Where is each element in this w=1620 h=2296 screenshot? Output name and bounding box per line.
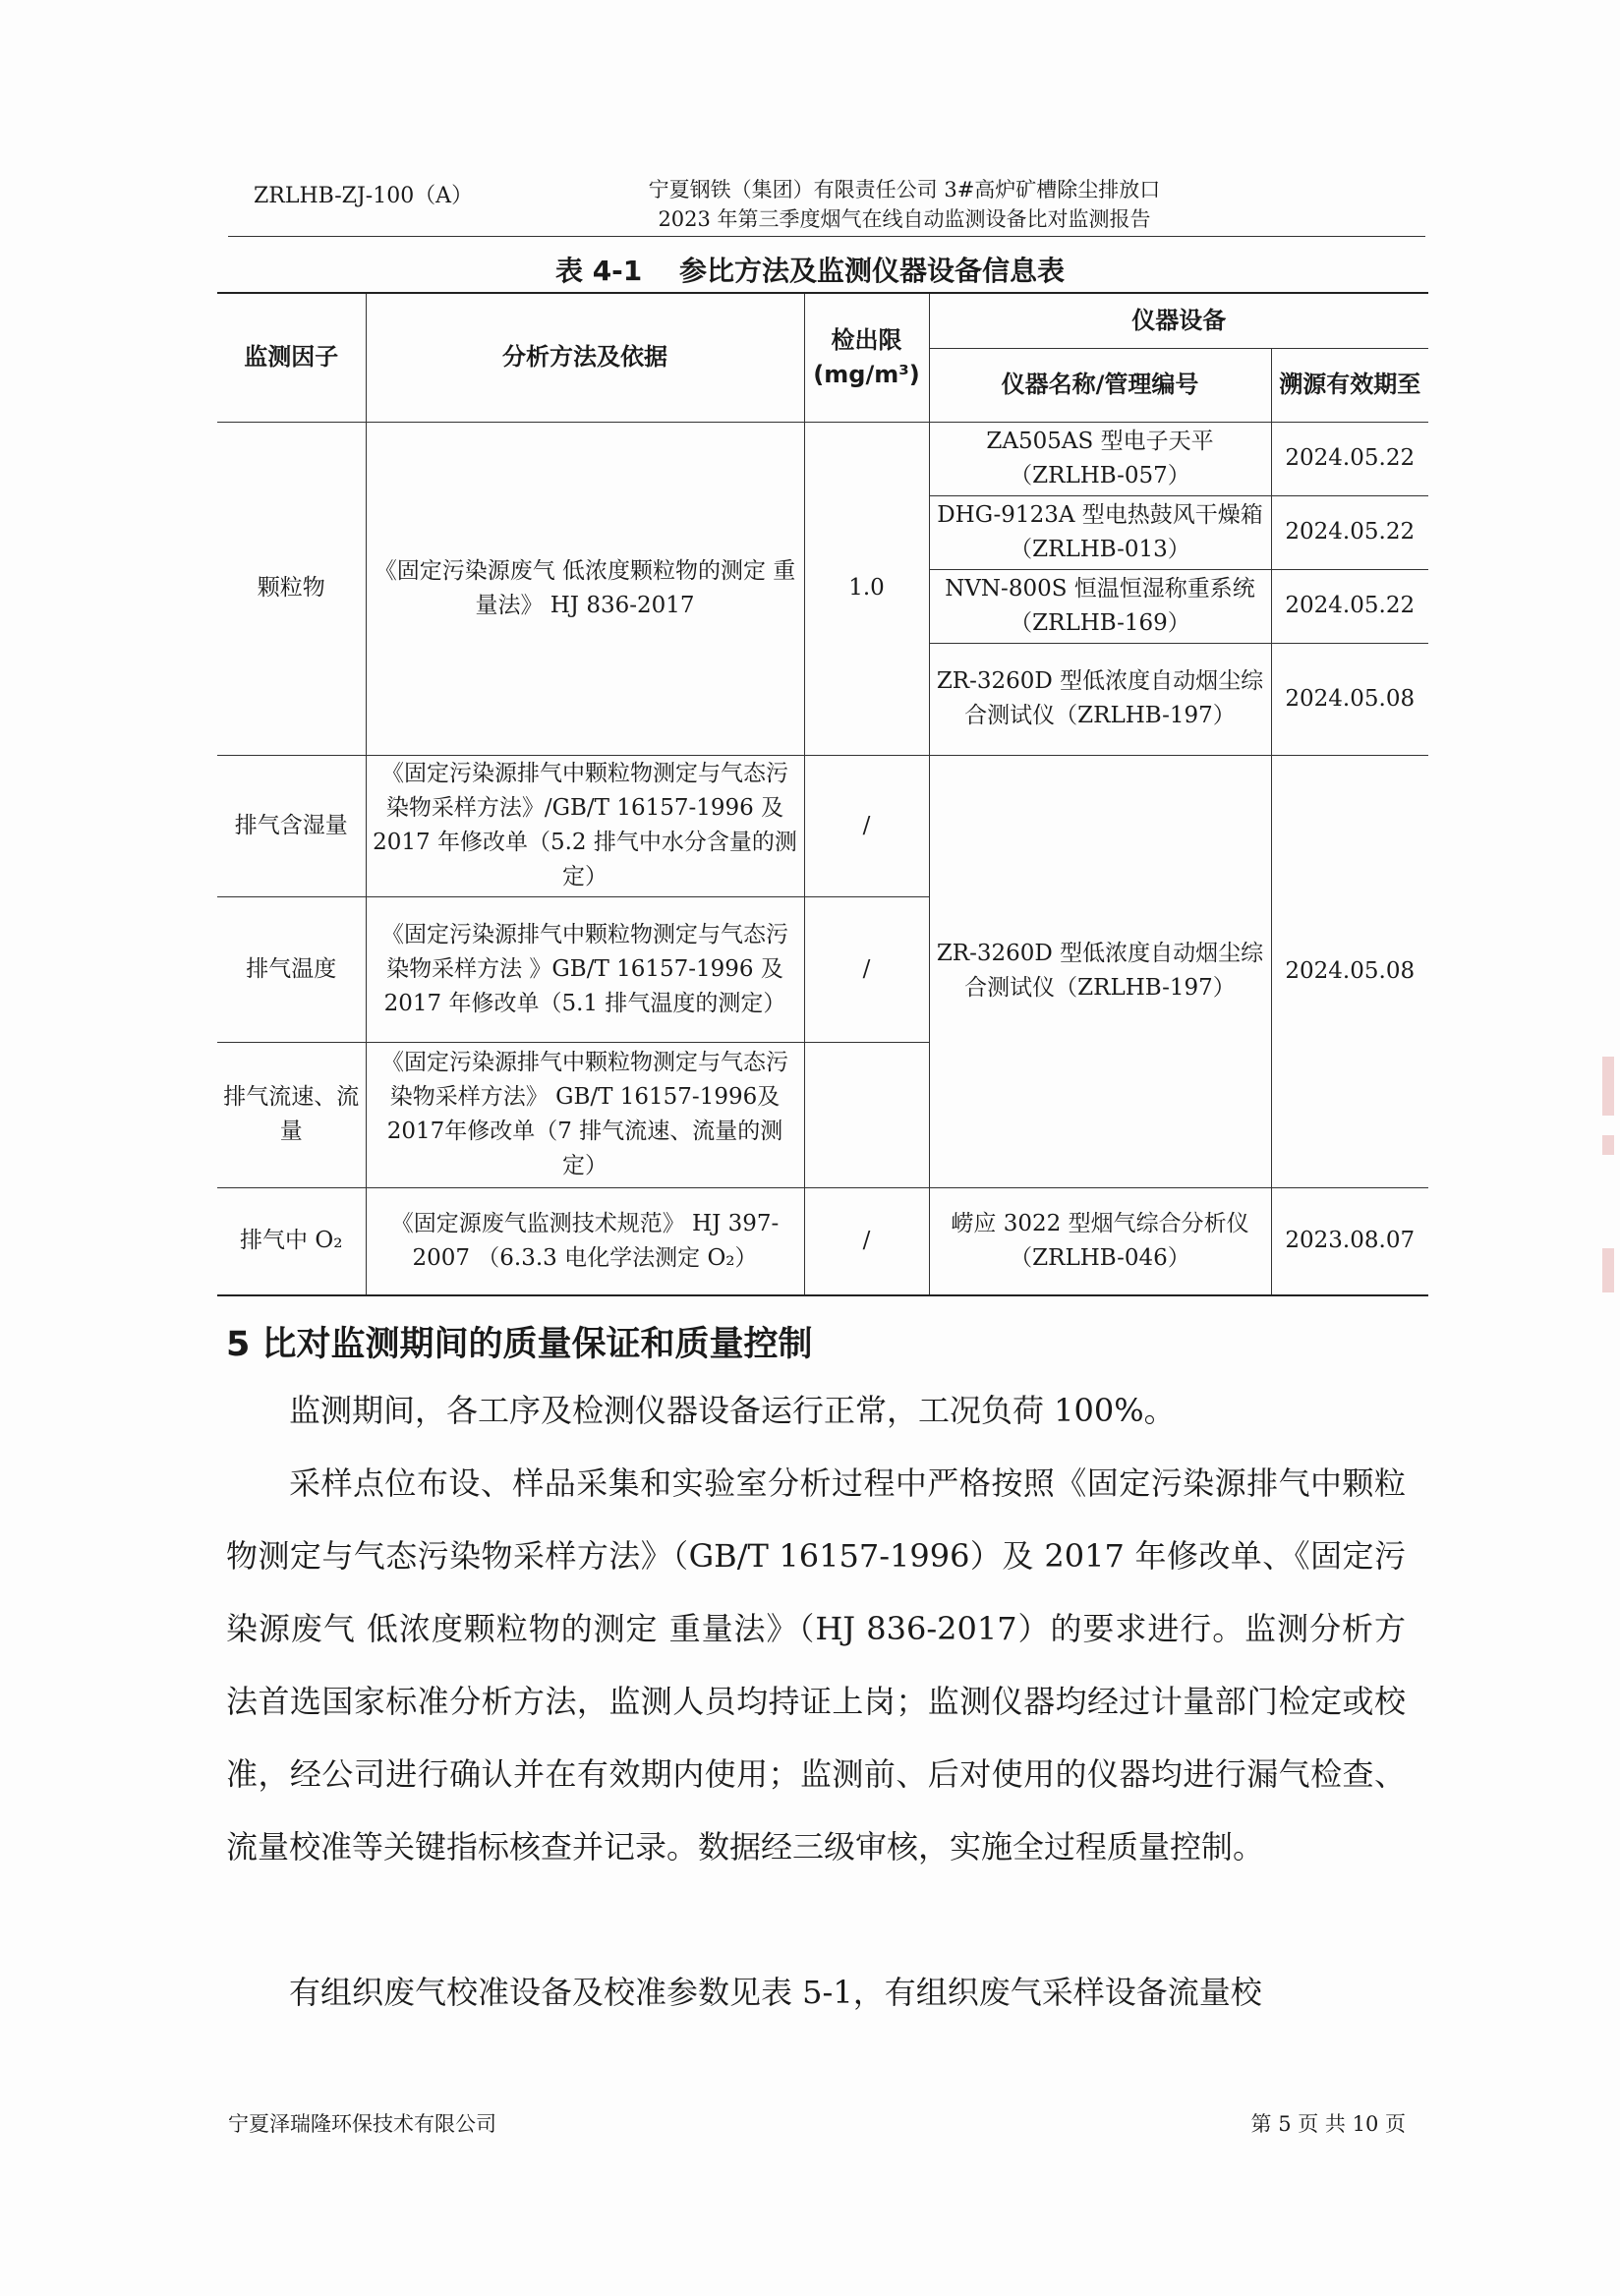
factor-particulate: 颗粒物 <box>217 422 366 755</box>
header-factor: 监测因子 <box>217 293 366 422</box>
method-oxygen: 《固定源废气监测技术规范》 HJ 397-2007 （6.3.3 电化学法测定 O₂） <box>366 1187 804 1295</box>
instrument-name: NVN-800S 恒温恒湿称重系统（ZRLHB-169） <box>929 569 1271 643</box>
method-particulate: 《固定污染源废气 低浓度颗粒物的测定 重量法》 HJ 836-2017 <box>366 422 804 755</box>
instrument-name: ZR-3260D 型低浓度自动烟尘综合测试仪（ZRLHB-197） <box>929 643 1271 755</box>
report-header-title <box>550 175 1258 234</box>
limit-particulate: 1.0 <box>804 422 929 755</box>
instrument-valid: 2024.05.22 <box>1271 495 1428 569</box>
instrument-valid: 2024.05.22 <box>1271 569 1428 643</box>
factor-moisture: 排气含湿量 <box>217 755 366 896</box>
header-instrument-name: 仪器名称/管理编号 <box>929 348 1271 422</box>
section-title: 5 比对监测期间的质量保证和质量控制 <box>226 1325 813 1364</box>
shared-instrument-valid: 2024.05.08 <box>1271 755 1428 1187</box>
instrument-valid: 2024.05.22 <box>1271 422 1428 495</box>
limit-flow <box>804 1042 929 1187</box>
header-rule <box>228 236 1425 237</box>
header-limit: 检出限(mg/m³) <box>804 293 929 422</box>
limit-temperature: / <box>804 896 929 1042</box>
method-flow: 《固定污染源排气中颗粒物测定与气态污染物采样方法》 GB/T 16157-1996及2017年修改单（7 排气流速、流量的测定） <box>366 1042 804 1187</box>
factor-temperature: 排气温度 <box>217 896 366 1042</box>
instrument-name: ZA505AS 型电子天平（ZRLHB-057） <box>929 422 1271 495</box>
instrument-info-table <box>217 292 1428 1296</box>
seal-edge-mark <box>1602 1248 1614 1292</box>
instrument-oxygen: 崂应 3022 型烟气综合分析仪（ZRLHB-046） <box>929 1187 1271 1295</box>
header-title-line1: 宁夏钢铁（集团）有限责任公司 3#高炉矿槽除尘排放口 <box>648 178 1161 201</box>
paragraph: 监测期间，各工序及检测仪器设备运行正常，工况负荷 100%。 <box>289 1392 1176 1429</box>
limit-moisture: / <box>804 755 929 896</box>
method-moisture: 《固定污染源排气中颗粒物测定与气态污染物采样方法》/GB/T 16157-1996 及 2017 年修改单（5.2 排气中水分含量的测定） <box>366 755 804 896</box>
valid-oxygen: 2023.08.07 <box>1271 1187 1428 1295</box>
document-code: ZRLHB-ZJ-100（A） <box>254 184 474 208</box>
header-title-line2: 2023 年第三季度烟气在线自动监测设备比对监测报告 <box>658 207 1151 231</box>
method-temperature: 《固定污染源排气中颗粒物测定与气态污染物采样方法 》GB/T 16157-1996 及 2017 年修改单（5.1 排气温度的测定） <box>366 896 804 1042</box>
limit-oxygen: / <box>804 1187 929 1295</box>
footer-page-number: 第 5 页 共 10 页 <box>1250 2112 1406 2136</box>
factor-flow: 排气流速、流量 <box>217 1042 366 1187</box>
seal-edge-mark <box>1602 1135 1614 1155</box>
table-caption: 表 4-1 参比方法及监测仪器设备信息表 <box>554 255 1066 287</box>
paragraph: 采样点位布设、样品采集和实验室分析过程中严格按照《固定污染源排气中颗粒物测定与气态污染物采样方法》（GB/T 16157-1996）及 2017 年修改单、《固定污染源废气 低浓度颗粒物的测定 重量法》（HJ 836-2017）的要求进行。监测分析方法首选国家标准分析方法，监测人员均持证上岗；监测仪器均经过计量部门检定或校准，经公司进行确认并在有效期内使用；监测前、后对使用的仪器均进行漏气检查、流量校准等关键指标核查并记录。数据经三级审核，实施全过程质量控制。 <box>226 1464 1406 1866</box>
footer-company: 宁夏泽瑞隆环保技术有限公司 <box>228 2112 496 2136</box>
seal-edge-mark <box>1602 1057 1614 1116</box>
instrument-valid: 2024.05.08 <box>1271 643 1428 755</box>
instrument-name: DHG-9123A 型电热鼓风干燥箱（ZRLHB-013） <box>929 495 1271 569</box>
shared-instrument-name: ZR-3260D 型低浓度自动烟尘综合测试仪（ZRLHB-197） <box>929 755 1271 1187</box>
header-equipment: 仪器设备 <box>929 293 1428 348</box>
header-method: 分析方法及依据 <box>366 293 804 422</box>
paragraph: 有组织废气校准设备及校准参数见表 5-1，有组织废气采样设备流量校 <box>289 1974 1262 2011</box>
factor-oxygen: 排气中 O₂ <box>217 1187 366 1295</box>
header-valid-until: 溯源有效期至 <box>1271 348 1428 422</box>
